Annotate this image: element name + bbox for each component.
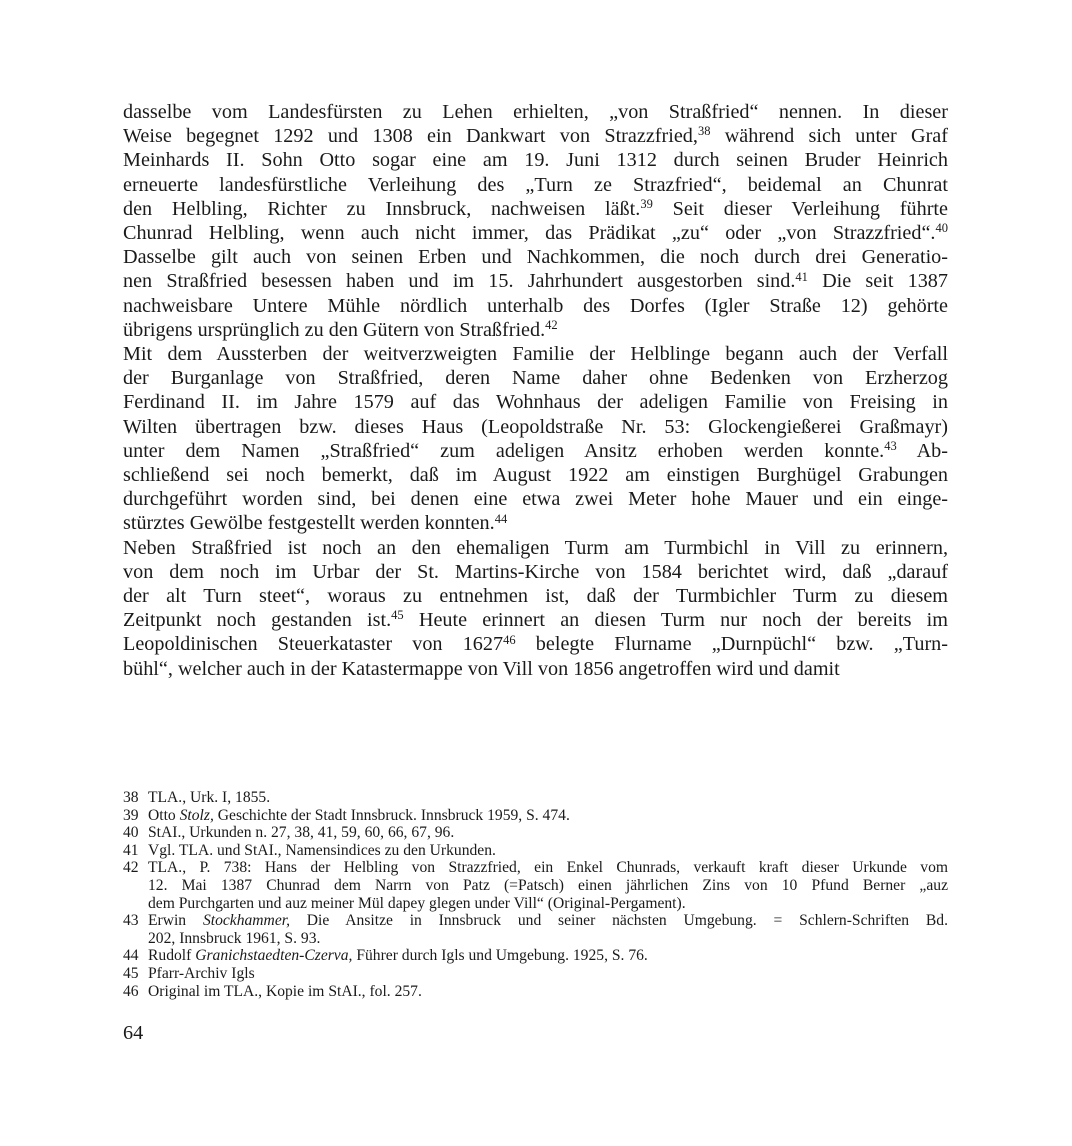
- text-line: [123, 487, 948, 511]
- text-run: 202, Innsbruck 1961, S. 93.: [148, 929, 321, 947]
- footnote: [123, 983, 948, 1001]
- text-line: [123, 632, 948, 656]
- text-run: Geschichte der Stadt Innsbruck. Innsbruck 1959, S. 474.: [213, 806, 570, 824]
- text-run: belegte Flurname „Durnpüchl“ bzw. „Turn-: [515, 633, 948, 656]
- text-run: Ab-: [896, 439, 949, 462]
- author-name: Stockhammer,: [202, 912, 290, 930]
- footnote-number: 41: [123, 841, 139, 859]
- text-run: Neben Straßfried ist noch an den ehemaligen Turm am Turmbichl in Vill zu erinnern,: [123, 536, 948, 559]
- text-run: Die seit 1387: [807, 270, 948, 293]
- text-line: [123, 197, 948, 221]
- footnote-number: 38: [123, 789, 139, 806]
- text-line: [148, 912, 948, 930]
- text-line: [123, 100, 948, 124]
- text-line: [148, 983, 948, 1001]
- text-line: [148, 895, 948, 913]
- footnote-reference: 44: [494, 511, 508, 526]
- footnote: [123, 912, 948, 947]
- text-run: nen Straßfried besessen haben und im 15. Jahrhundert ausgestorben sind.: [123, 270, 796, 293]
- text-run: Dasselbe gilt auch von seinen Erben und Nachkommen, die noch durch drei Generatio-: [123, 246, 948, 269]
- author-name: Stolz,: [179, 806, 214, 824]
- text-line: [123, 439, 948, 463]
- text-run: Seit dieser Verleihung führte: [652, 197, 948, 220]
- text-line: [148, 877, 948, 895]
- text-line: [123, 124, 948, 148]
- text-run: Pfarr-Archiv Igls: [148, 964, 255, 982]
- text-line: [148, 859, 948, 877]
- footnote-reference: 38: [697, 124, 711, 139]
- footnote-number: 39: [123, 806, 139, 824]
- text-line: [123, 584, 948, 608]
- text-run: bühl“, welcher auch in der Katastermappe von Vill von 1856 angetroffen wird und damit: [123, 657, 840, 680]
- footnote-number: 45: [123, 964, 139, 982]
- text-line: [123, 366, 948, 390]
- footnote: [123, 947, 948, 965]
- text-line: [123, 269, 948, 293]
- text-run: Chunrad Helbling, wenn auch nicht immer, das Prädikat „zu“ oder „von Strazzfried“.: [123, 222, 936, 245]
- footnote-number: 46: [123, 982, 139, 1000]
- footnote: [123, 965, 948, 983]
- footnote-reference: 41: [795, 269, 808, 284]
- paragraph: [123, 536, 948, 681]
- text-run: den Helbling, Richter zu Innsbruck, nachweisen läßt.: [123, 197, 641, 220]
- text-run: Wilten übertragen bzw. dieses Haus (Leopoldstraße Nr. 53: Glockengießerei Graßmayr): [123, 415, 948, 438]
- footnote-reference: 39: [640, 196, 653, 211]
- footnote: [123, 789, 948, 807]
- text-run: Heute erinnert an diesen Turm nur noch der bereits im: [403, 609, 948, 632]
- text-run: Zeitpunkt noch gestanden ist.: [123, 609, 392, 632]
- page-number: 64: [123, 1022, 144, 1044]
- text-run: Rudolf: [148, 947, 196, 965]
- text-run: Führer durch Igls und Umgebung. 1925, S. 76.: [352, 947, 648, 965]
- text-line: [148, 930, 948, 948]
- footnote-number: 40: [123, 824, 139, 842]
- footnote-text: [148, 983, 948, 1001]
- footnote-text: [148, 947, 948, 965]
- footnote-reference: 46: [503, 632, 516, 647]
- footnote-text: [148, 859, 948, 912]
- paragraph: [123, 342, 948, 536]
- footnote-reference: 42: [545, 317, 558, 332]
- text-line: [148, 842, 948, 860]
- text-run: während sich unter Graf: [710, 125, 948, 148]
- footnote-reference: 40: [935, 221, 948, 236]
- footnotes: [123, 789, 948, 1000]
- footnote-text: [148, 789, 948, 807]
- text-run: Weise begegnet 1292 und 1308 ein Dankwart von Strazzfried,: [123, 125, 698, 148]
- text-run: dem Purchgarten und auz meiner Mül dapey glegen under Vill“ (Original-Pergament).: [148, 894, 686, 912]
- text-line: [123, 560, 948, 584]
- text-line: [123, 657, 948, 681]
- footnote-text: [148, 824, 948, 842]
- paragraph: [123, 100, 948, 342]
- text-run: der alt Turn steet“, woraus zu entnehmen ist, daß der Turmbichler Turm zu diesem: [123, 585, 948, 608]
- footnote-text: [148, 842, 948, 860]
- text-line: [148, 824, 948, 842]
- footnote-number: 44: [123, 947, 139, 965]
- text-run: Ferdinand II. im Jahre 1579 auf das Wohnhaus der adeligen Familie von Freising in: [123, 391, 948, 414]
- footnote: [123, 824, 948, 842]
- text-run: Die Ansitze in Innsbruck und seiner nächsten Umgebung. = Schlern-Schriften Bd.: [289, 912, 948, 930]
- text-line: [123, 415, 948, 439]
- footnote-reference: 43: [884, 438, 897, 453]
- text-line: [123, 221, 948, 245]
- text-line: [123, 390, 948, 414]
- text-run: unter dem Namen „Straßfried“ zum adeligen Ansitz erhoben werden konnte.: [123, 439, 885, 462]
- text-run: der Burganlage von Straßfried, deren Name daher ohne Bedenken von Erzherzog: [123, 367, 948, 390]
- text-run: von dem noch im Urbar der St. Martins-Kirche von 1584 berichtet wird, daß „darauf: [123, 560, 948, 583]
- text-run: übrigens ursprünglich zu den Gütern von Straßfried.: [123, 318, 546, 341]
- text-run: Original im TLA., Kopie im StAI., fol. 257.: [148, 982, 422, 1000]
- text-line: [123, 463, 948, 487]
- footnote-text: [148, 965, 948, 983]
- text-line: [148, 807, 948, 825]
- text-line: [123, 536, 948, 560]
- text-run: StAI., Urkunden n. 27, 38, 41, 59, 60, 66, 67, 96.: [148, 824, 455, 842]
- footnote-number: 42: [123, 859, 139, 877]
- text-run: Vgl. TLA. und StAI., Namensindices zu den Urkunden.: [148, 841, 496, 859]
- text-run: Meinhards II. Sohn Otto sogar eine am 19. Juni 1312 durch seinen Bruder Heinrich: [123, 149, 948, 172]
- text-run: dasselbe vom Landesfürsten zu Lehen erhielten, „von Straßfried“ nennen. In dieser: [123, 101, 948, 123]
- text-line: [123, 245, 948, 269]
- body-text: [123, 100, 948, 681]
- text-line: [123, 148, 948, 172]
- text-line: [123, 318, 948, 342]
- footnote-text: [148, 912, 948, 947]
- text-run: Leopoldinischen Steuerkataster von 1627: [123, 633, 504, 656]
- text-run: Mit dem Aussterben der weitverzweigten Familie der Helblinge begann auch der Verfall: [123, 343, 948, 366]
- text-run: erneuerte landesfürstliche Verleihung des „Turn ze Strazfried“, beidemal an Chunrat: [123, 173, 948, 196]
- text-run: 12. Mai 1387 Chunrad dem Narrn von Patz (=Patsch) einen jährlichen Zins von 10 Pfund Berner „auz: [148, 876, 948, 894]
- text-run: nachweisbare Untere Mühle nördlich unterhalb des Dorfes (Igler Straße 12) gehörte: [123, 294, 948, 317]
- text-line: [123, 608, 948, 632]
- text-run: durchgeführt worden sind, bei denen eine etwa zwei Meter hohe Mauer und ein einge-: [123, 488, 948, 511]
- footnote: [123, 859, 948, 912]
- text-line: [123, 173, 948, 197]
- text-run: TLA., P. 738: Hans der Helbling von Strazzfried, ein Enkel Chunrads, verkauft kraft dieser Urkunde vom: [148, 859, 948, 877]
- text-run: TLA., Urk. I, 1855.: [148, 789, 271, 806]
- text-run: schließend sei noch bemerkt, daß im August 1922 am einstigen Burghügel Grabungen: [123, 464, 948, 487]
- footnote-number: 43: [123, 912, 139, 930]
- text-run: Erwin: [148, 912, 203, 930]
- footnote-text: [148, 807, 948, 825]
- text-run: stürztes Gewölbe festgestellt werden konnten.: [123, 512, 495, 535]
- text-line: [148, 789, 948, 807]
- text-line: [123, 342, 948, 366]
- text-line: [123, 511, 948, 535]
- text-line: [123, 294, 948, 318]
- text-line: [148, 947, 948, 965]
- text-run: Otto: [148, 806, 180, 824]
- footnote: [123, 807, 948, 825]
- author-name: Granichstaedten-Czerva,: [195, 947, 353, 965]
- footnote: [123, 842, 948, 860]
- footnote-reference: 45: [391, 608, 404, 623]
- text-line: [148, 965, 948, 983]
